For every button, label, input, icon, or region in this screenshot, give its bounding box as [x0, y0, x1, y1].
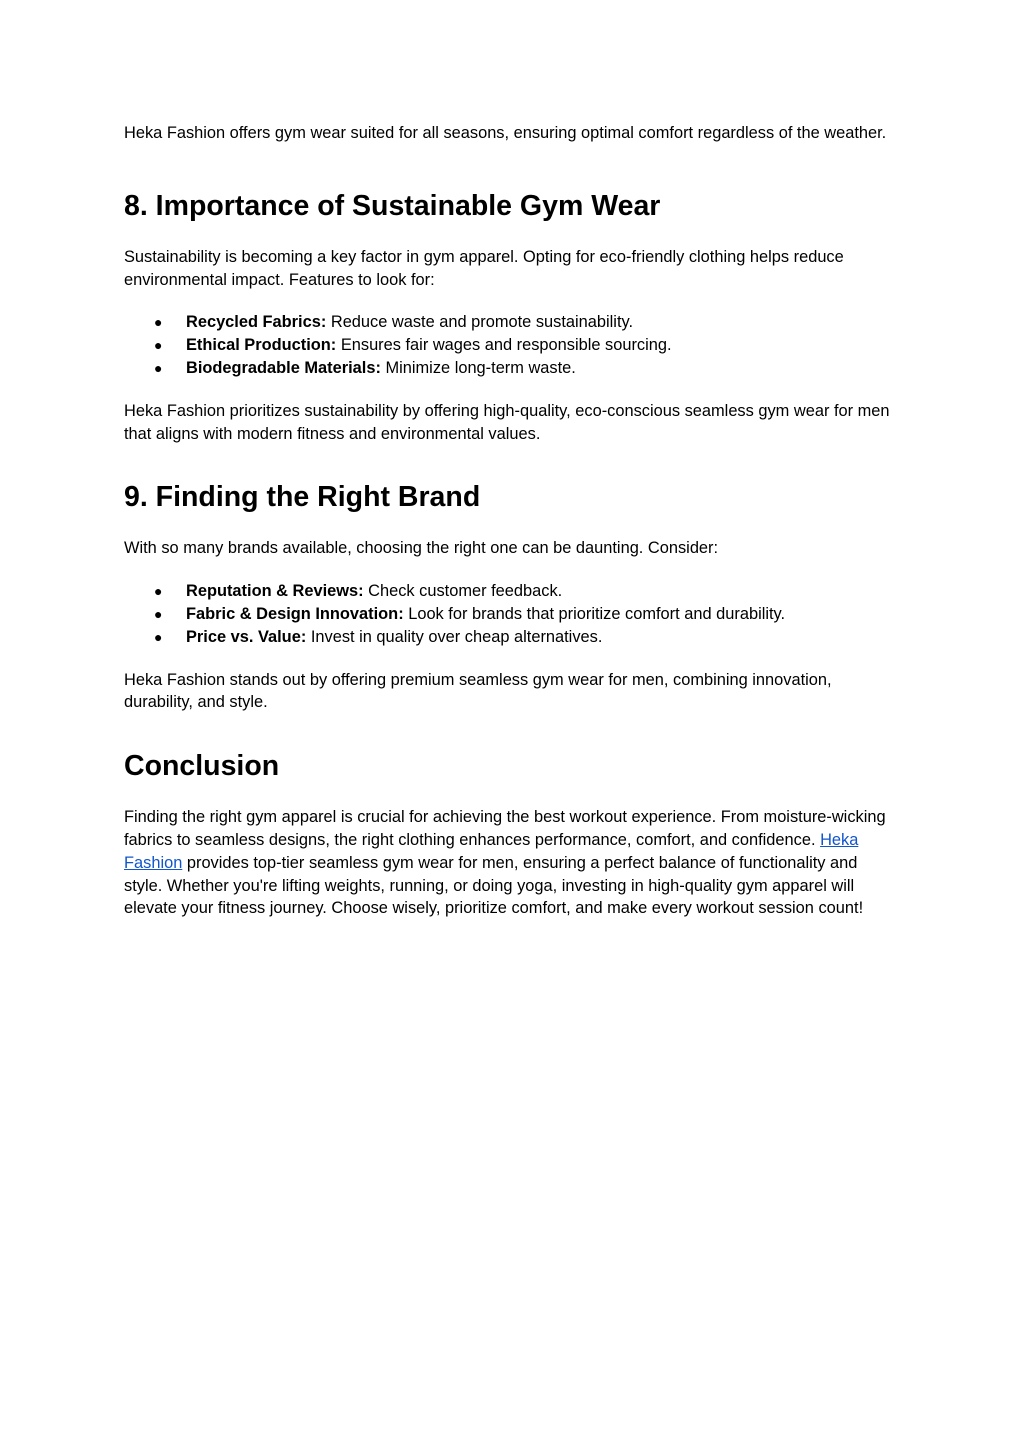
list-item-term: Ethical Production:: [186, 336, 337, 355]
list-item-text: Check customer feedback.: [363, 582, 563, 601]
section-8-heading: 8. Importance of Sustainable Gym Wear: [124, 189, 661, 222]
list-item-text: Ensures fair wages and responsible sourcing.: [336, 336, 672, 355]
conclusion-paragraph: [124, 806, 900, 920]
bullet-icon: ●: [154, 605, 163, 622]
section-9-paragraph: With so many brands available, choosing the right one can be daunting. Consider:: [124, 539, 719, 558]
list-item-term: Reputation & Reviews:: [186, 582, 364, 601]
conclusion-text-after-link: provides top-tier seamless gym wear for men, ensuring a perfect balance of functionality and style. Whether you're lifting weights, running, or doing yoga, investing in high-quality gym apparel will elevate your fitness journey. Choose wisely, prioritize comfort, and make every workout session count!: [124, 853, 864, 918]
list-item-text: Invest in quality over cheap alternatives.: [306, 627, 603, 646]
conclusion-heading: Conclusion: [124, 750, 280, 783]
list-item-term: Price vs. Value:: [186, 627, 307, 646]
section-9-heading: 9. Finding the Right Brand: [124, 481, 481, 514]
list-item-text: Minimize long-term waste.: [380, 358, 576, 377]
list-item: [124, 626, 900, 649]
list-item: [124, 603, 900, 626]
section-9-bullet-list: [124, 580, 900, 648]
bullet-icon: ●: [154, 583, 163, 600]
list-item: [124, 357, 900, 380]
bullet-icon: ●: [154, 359, 163, 376]
section-8-bullet-list: [124, 311, 900, 379]
list-item-text: Reduce waste and promote sustainability.: [326, 313, 634, 332]
list-item: [124, 311, 900, 334]
bullet-icon: ●: [154, 314, 163, 331]
list-item: [124, 334, 900, 357]
heka-fashion-link[interactable]: Heka Fashion: [124, 830, 859, 872]
intro-paragraph: Heka Fashion offers gym wear suited for all seasons, ensuring optimal comfort regardless of the weather.: [124, 124, 887, 142]
section-8-paragraph: Sustainability is becoming a key factor in gym apparel. Opting for eco-friendly clothing helps reduce environmental impact. Features to look for:: [124, 247, 844, 289]
document-content: [124, 122, 900, 920]
list-item: [124, 580, 900, 603]
list-item-term: Fabric & Design Innovation:: [186, 604, 404, 623]
list-item-text: Look for brands that prioritize comfort and durability.: [403, 604, 786, 623]
section-8-closing-paragraph: Heka Fashion prioritizes sustainability by offering high-quality, eco-conscious seamless gym wear for men that aligns with modern fitness and environmental values.: [124, 401, 890, 443]
list-item-term: Biodegradable Materials:: [186, 358, 381, 377]
section-9-closing-paragraph: Heka Fashion stands out by offering premium seamless gym wear for men, combining innovation, durability, and style.: [124, 670, 832, 712]
list-item-term: Recycled Fabrics:: [186, 313, 327, 332]
bullet-icon: ●: [154, 628, 163, 645]
bullet-icon: ●: [154, 337, 163, 354]
conclusion-text-before-link: Finding the right gym apparel is crucial for achieving the best workout experience. From moisture-wicking fabrics to seamless designs, the right clothing enhances performance, comfort, and confidence.: [124, 808, 886, 849]
